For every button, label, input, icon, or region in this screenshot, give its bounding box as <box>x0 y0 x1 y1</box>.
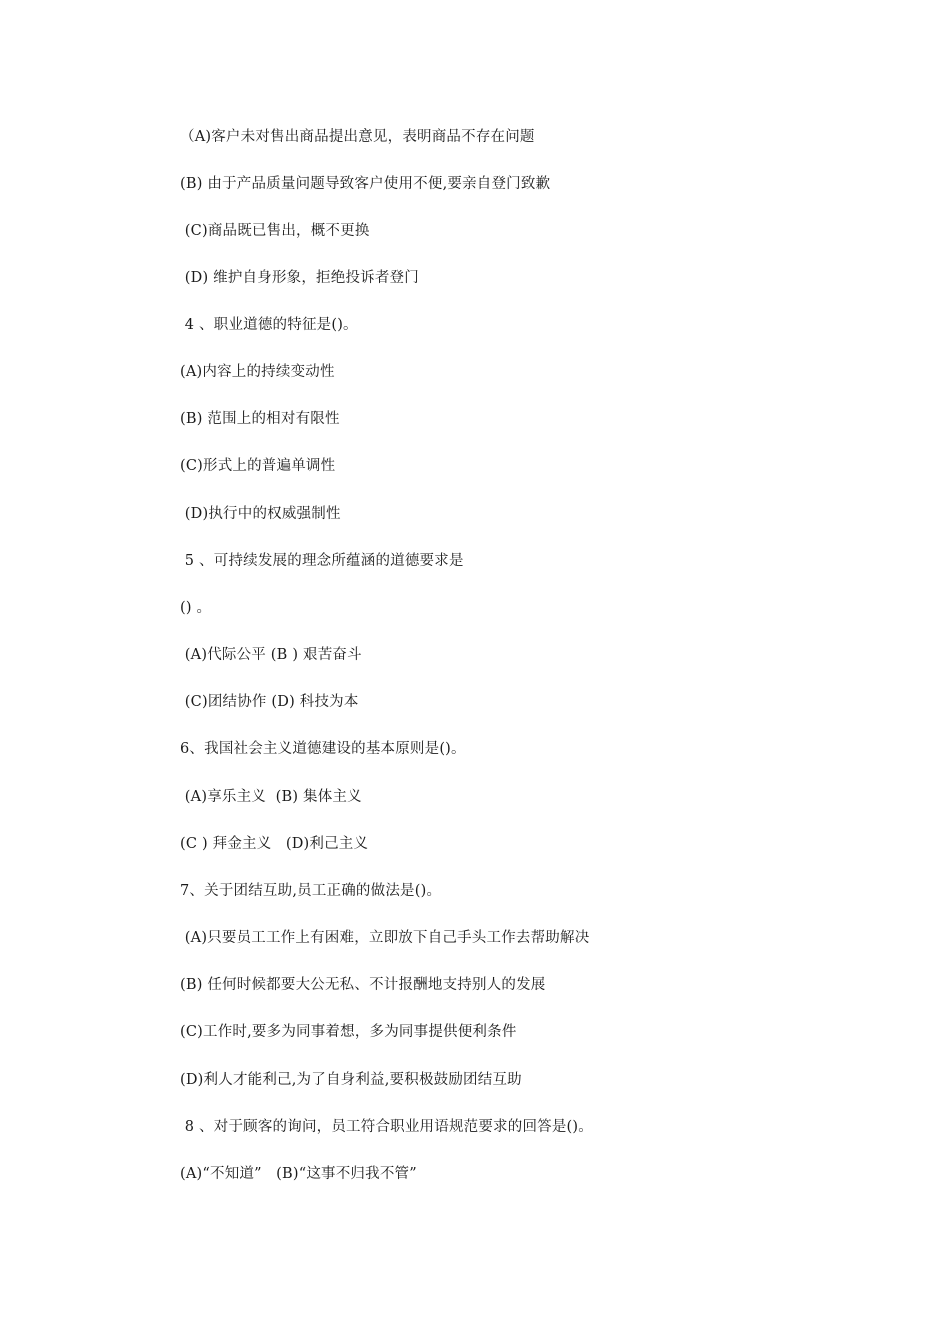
question-6: 6、我国社会主义道德建设的基本原则是()。 <box>180 741 466 757</box>
option-4b: (B) 范围上的相对有限性 <box>180 411 340 427</box>
option-4a: (A)内容上的持续变动性 <box>180 364 335 380</box>
option-6cd: (C ) 拜金主义 (D)利己主义 <box>180 836 369 852</box>
question-7: 7、关于团结互助,员工正确的做法是()。 <box>180 883 442 899</box>
option-3a: （A)客户未对售出商品提出意见，表明商品不存在问题 <box>180 129 535 145</box>
question-5: 5 、可持续发展的理念所蕴涵的道德要求是 <box>180 553 464 569</box>
option-8ab: (A)“不知道” (B)“这事不归我不管” <box>180 1166 417 1182</box>
option-5cd: (C)团结协作 (D) 科技为本 <box>180 694 359 710</box>
option-6ab: (A)享乐主义 (B) 集体主义 <box>180 789 362 805</box>
option-4c: (C)形式上的普遍单调性 <box>180 458 336 474</box>
question-5-blank: () 。 <box>180 600 212 616</box>
option-3c: (C)商品既已售出，概不更换 <box>180 223 370 239</box>
option-5ab: (A)代际公平 (B ) 艰苦奋斗 <box>180 647 362 663</box>
question-8: 8 、对于顾客的询问，员工符合职业用语规范要求的回答是()。 <box>180 1119 593 1135</box>
option-7c: (C)工作时,要多为同事着想，多为同事提供便利条件 <box>180 1024 517 1040</box>
question-4: 4 、职业道德的特征是()。 <box>180 317 358 333</box>
option-3b: (B) 由于产品质量问题导致客户使用不便,要亲自登门致歉 <box>180 176 551 192</box>
option-7b: (B) 任何时候都要大公无私、不计报酬地支持别人的发展 <box>180 977 546 993</box>
option-7d: (D)利人才能利己,为了自身利益,要积极鼓励团结互助 <box>180 1072 522 1088</box>
option-7a: (A)只要员工工作上有困难，立即放下自己手头工作去帮助解决 <box>180 930 590 946</box>
option-4d: (D)执行中的权威强制性 <box>180 506 341 522</box>
option-3d: (D) 维护自身形象，拒绝投诉者登门 <box>180 270 419 286</box>
